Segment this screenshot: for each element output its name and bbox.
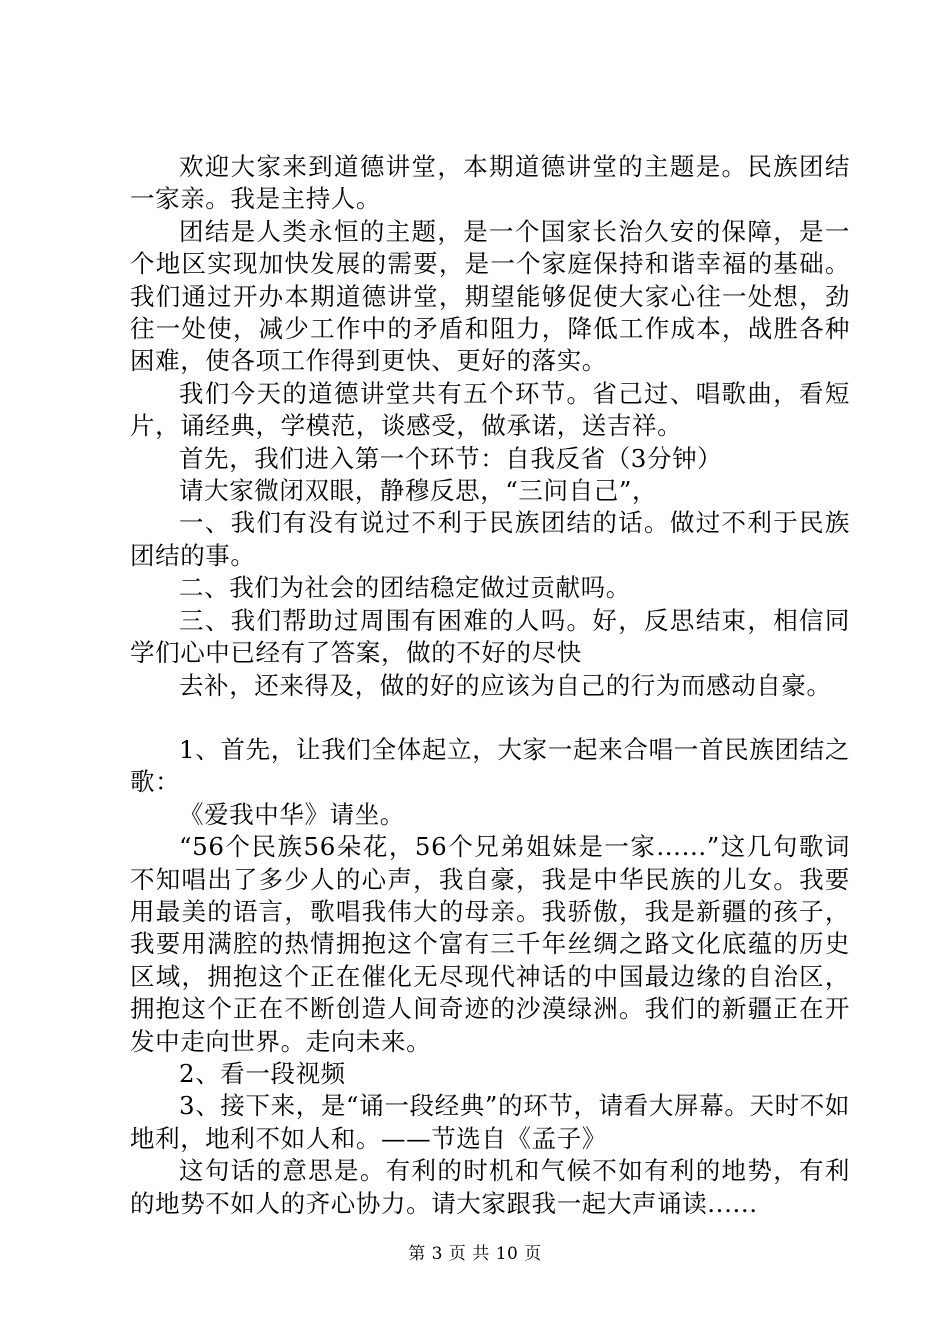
paragraph-reflect-instruction: 请大家微闭双眼，静穆反思，“三问自己”， [179,476,658,506]
paragraph-question-two: 二、我们为社会的团结稳定做过贡献吗。 [179,573,631,603]
paragraph-song-lyrics: “56个民族56朵花，56个兄弟姐妹是一家......”这几句歌词不知唱出了多少人的心声，我自豪，我是中华民族的儿女。我要用最美的语言，歌唱我伟大的母亲。我骄傲，我是新疆的孩子，我要用满腔的热情拥抱这个富有三千年丝绸之路文化底蕴的历史区域，拥抱这个正在催化无尽现代神话的中国最边缘的自治区，拥抱这个正在不断创造人间奇迹的沙漠绿洲。我们的新疆正在开发中走向世界。走向未来。 [130,832,850,1056]
paragraph-intro: 欢迎大家来到道德讲堂，本期道德讲堂的主题是。民族团结一家亲。我是主持人。 [130,152,850,214]
paragraph-classic-meaning: 这句话的意思是。有利的时机和气候不如有利的地势，有利的地势不如人的齐心协力。请大家跟我一起大声诵读...... [130,1156,850,1218]
paragraph-question-three: 三、我们帮助过周围有困难的人吗。好，反思结束，相信同学们心中已经有了答案，做的不好的尽快 [130,605,850,668]
paragraph-item-video: 2、看一段视频 [179,1058,346,1088]
paragraph-item-classic: 3、接下来，是“诵一段经典”的环节，请看大屏幕。天时不如地利，地利不如人和。——节选自《孟子》 [130,1091,850,1153]
paragraph-item-sing: 1、首先，让我们全体起立，大家一起来合唱一首民族团结之歌： [130,734,850,797]
paragraph-question-one: 一、我们有没有说过不利于民族团结的话。做过不利于民族团结的事。 [130,508,850,570]
document-body [130,151,850,1220]
paragraph-five-sections: 我们今天的道德讲堂共有五个环节。省己过、唱歌曲，看短片，诵经典，学模范，谈感受，做承诺，送吉祥。 [130,378,850,441]
paragraph-first-section: 首先，我们进入第一个环节：自我反省（3分钟） [179,443,723,473]
paragraph-reflection-end: 去补，还来得及，做的好的应该为自己的行为而感动自豪。 [179,670,832,700]
paragraph-gap [130,702,850,734]
paragraph-song-title: 《爱我中华》请坐。 [179,799,405,829]
paragraph-unity-theme: 团结是人类永恒的主题，是一个国家长治久安的保障，是一个地区实现加快发展的需要，是一个家庭保持和谐幸福的基础。我们通过开办本期道德讲堂，期望能够促使大家心往一处想，劲往一处使，减少工作中的矛盾和阻力，降低工作成本，战胜各种困难，使各项工作得到更快、更好的落实。 [130,216,850,376]
page-number-footer: 第 3 页 共 10 页 [408,1244,542,1264]
